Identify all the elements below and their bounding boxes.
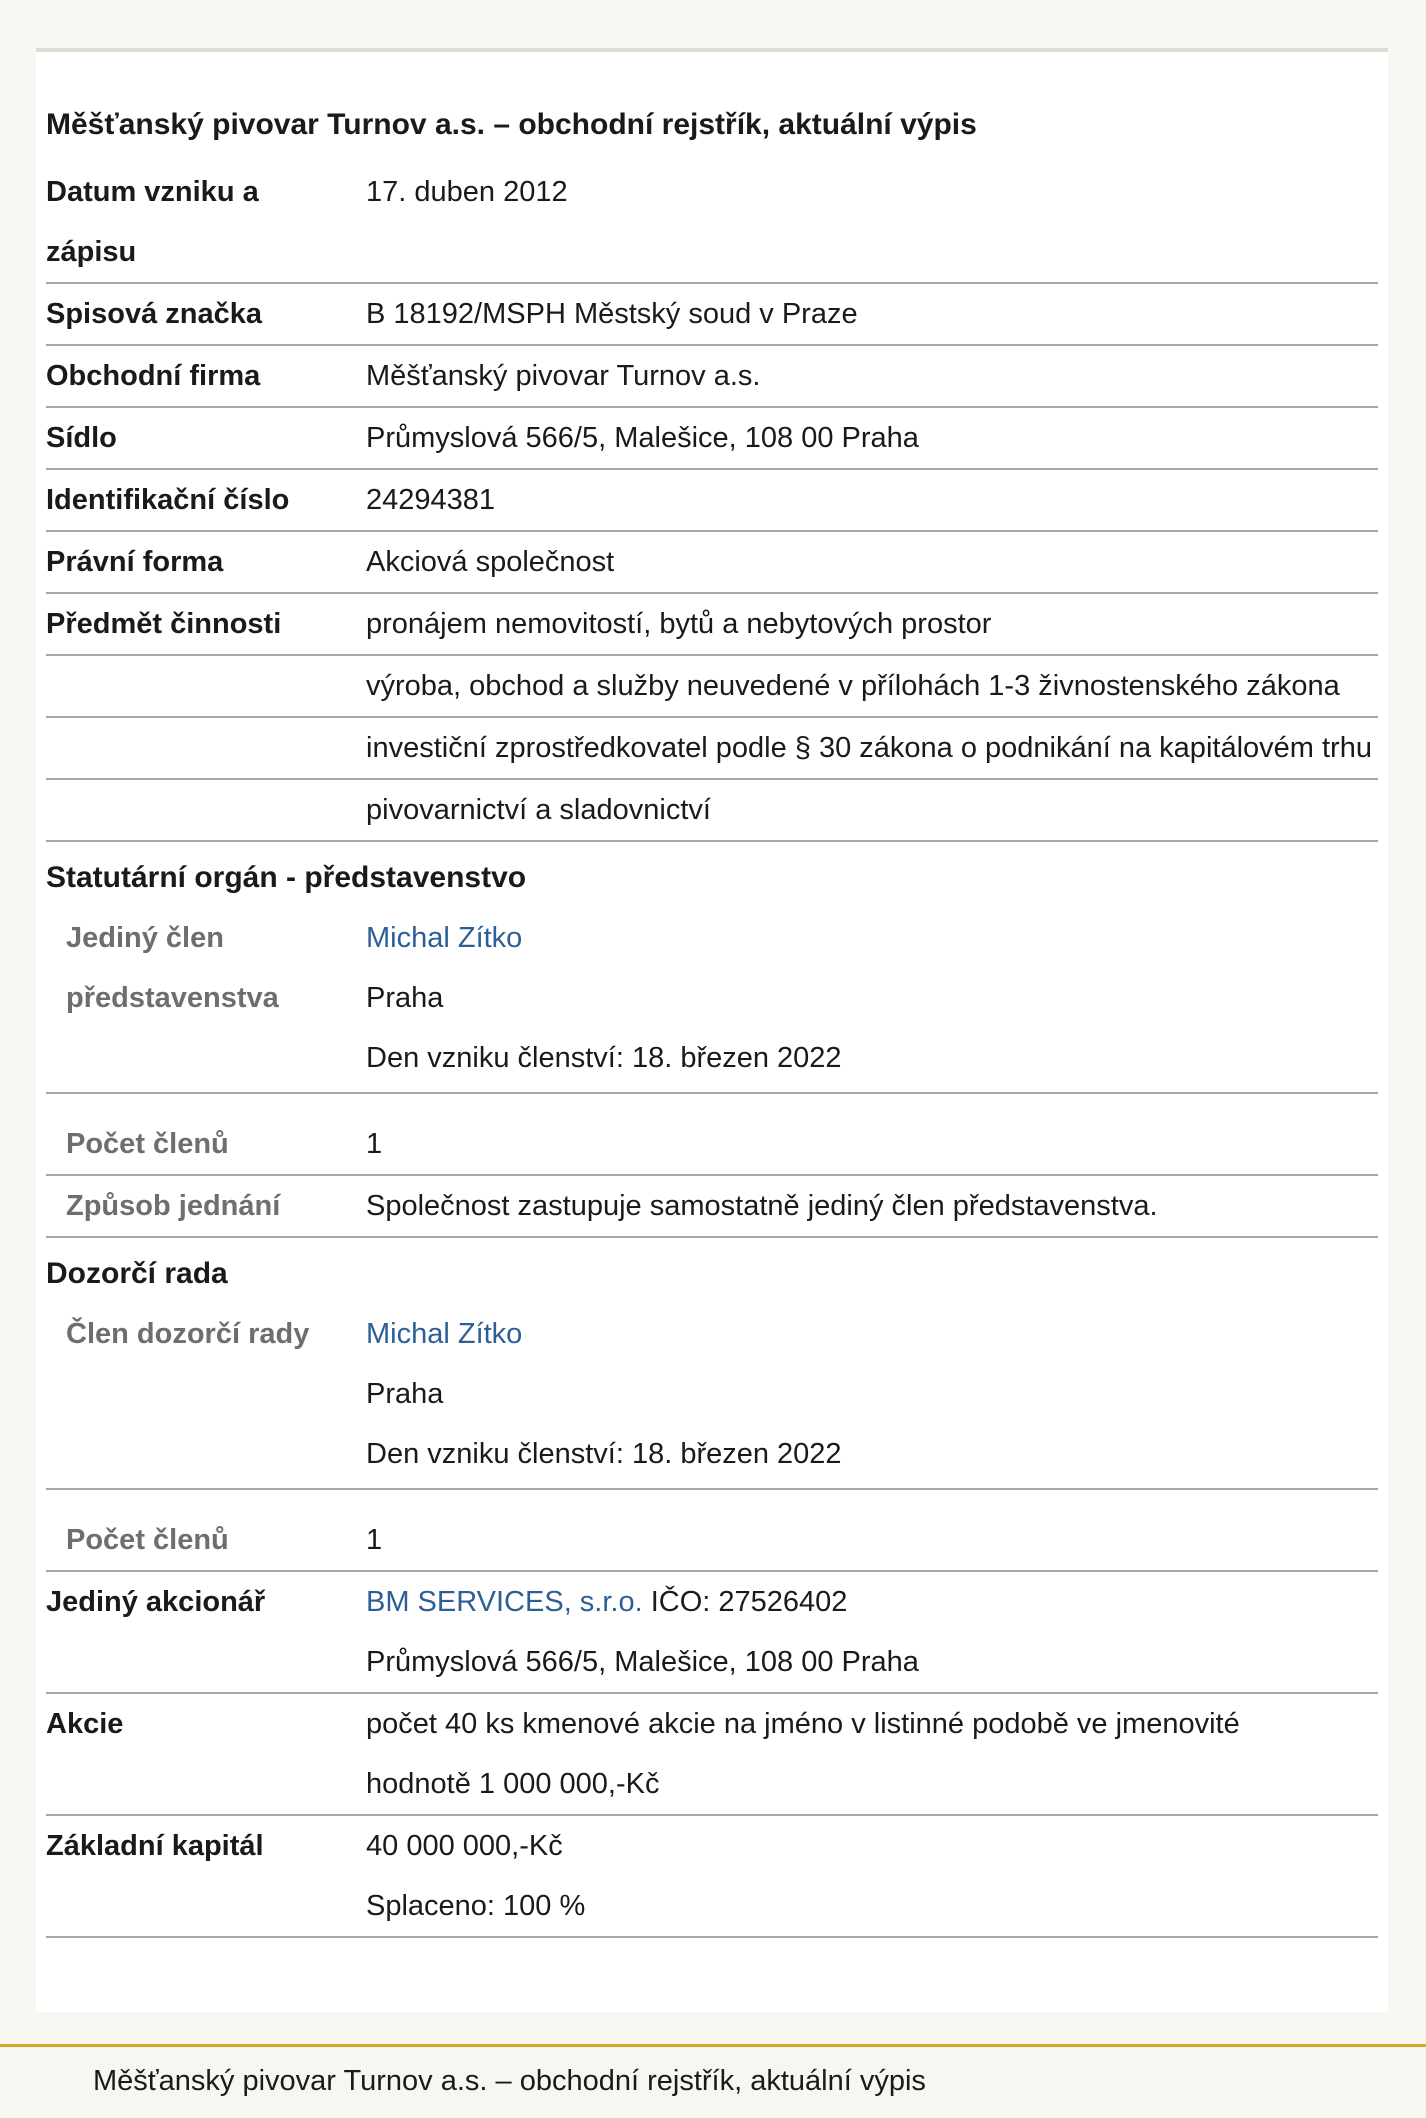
value-predmet-item: pivovarnictví a sladovnictví	[366, 794, 711, 826]
member-since: Den vzniku členství: 18. březen 2022	[366, 1042, 842, 1074]
value-spisova-znacka: B 18192/MSPH Městský soud v Praze	[366, 298, 858, 330]
value-clen-dozorci-rady	[366, 1304, 1378, 1488]
row-predmet-cinnosti-2	[46, 656, 1378, 718]
label-empty	[46, 718, 366, 778]
row-jediny-akcionar	[46, 1572, 1378, 1694]
row-predmet-cinnosti-3	[46, 718, 1378, 780]
row-jediny-clen-predstavenstva	[46, 908, 1378, 1094]
register-extract-card	[36, 48, 1388, 2012]
value-predmet-item: výroba, obchod a služby neuvedené v přílohách 1-3 živnostenského zákona	[366, 670, 1340, 702]
row-zpusob-jednani	[46, 1176, 1378, 1238]
row-spisova-znacka	[46, 284, 1378, 346]
label-empty	[46, 780, 366, 840]
value-pocet-clenu: 1	[366, 1524, 383, 1556]
row-identifikacni-cislo	[46, 470, 1378, 532]
capital-amount: 40 000 000,-Kč	[366, 1830, 563, 1862]
row-pravni-forma	[46, 532, 1378, 594]
value-predmet-item: pronájem nemovitostí, bytů a nebytových prostor	[366, 608, 992, 640]
page-footer	[0, 2044, 1426, 2118]
value-zakladni-kapital	[366, 1816, 1378, 1936]
value-jediny-akcionar	[366, 1572, 1378, 1692]
label-zakladni-kapital: Základní kapitál	[46, 1830, 264, 1862]
row-obchodni-firma	[46, 346, 1378, 408]
label-clen-dozorci-rady: Člen dozorčí rady	[66, 1318, 310, 1350]
document-title: Měšťanský pivovar Turnov a.s. – obchodní rejstřík, aktuální výpis	[46, 108, 977, 141]
label-identifikacni-cislo: Identifikační číslo	[46, 484, 290, 516]
value-pocet-clenu: 1	[366, 1128, 383, 1160]
label-pocet-clenu: Počet členů	[66, 1128, 229, 1160]
label-obchodni-firma: Obchodní firma	[46, 360, 261, 392]
member-name-link[interactable]: Michal Zítko	[366, 922, 523, 954]
value-pravni-forma: Akciová společnost	[366, 546, 615, 578]
value-obchodni-firma: Měšťanský pivovar Turnov a.s.	[366, 360, 761, 392]
card-content	[36, 104, 1388, 1938]
label-sidlo: Sídlo	[46, 422, 117, 454]
row-sidlo	[46, 408, 1378, 470]
row-predmet-cinnosti-4	[46, 780, 1378, 842]
row-datum-vzniku	[46, 162, 1378, 284]
value-jediny-clen	[366, 908, 1378, 1092]
capital-paid: Splaceno: 100 %	[366, 1890, 586, 1922]
shareholder-name-link[interactable]: BM SERVICES, s.r.o.	[366, 1586, 643, 1618]
row-clen-dozorci-rady	[46, 1304, 1378, 1490]
label-datum-vzniku: Datum vzniku a zápisu	[46, 176, 259, 268]
value-identifikacni-cislo: 24294381	[366, 484, 496, 516]
label-spisova-znacka: Spisová značka	[46, 298, 262, 330]
label-zpusob-jednani: Způsob jednání	[66, 1190, 281, 1222]
section-title-statutarni-organ: Statutární orgán - představenstvo	[46, 861, 527, 894]
value-predmet-item: investiční zprostředkovatel podle § 30 zákona o podnikání na kapitálovém trhu	[366, 732, 1372, 764]
value-sidlo: Průmyslová 566/5, Malešice, 108 00 Praha	[366, 422, 919, 454]
member-since: Den vzniku členství: 18. březen 2022	[366, 1438, 842, 1470]
member-city: Praha	[366, 1378, 444, 1410]
value-zpusob-jednani: Společnost zastupuje samostatně jediný člen představenstva.	[366, 1190, 1158, 1222]
shareholder-ico: IČO: 27526402	[650, 1586, 848, 1618]
label-empty	[46, 656, 366, 716]
section-title-dozorci-rada: Dozorčí rada	[46, 1257, 228, 1290]
label-jediny-clen: Jediný člen představenstva	[66, 922, 279, 1014]
member-name-link[interactable]: Michal Zítko	[366, 1318, 523, 1350]
row-akcie	[46, 1694, 1378, 1816]
row-zakladni-kapital	[46, 1816, 1378, 1938]
member-city: Praha	[366, 982, 444, 1014]
label-predmet-cinnosti: Předmět činnosti	[46, 608, 282, 640]
row-pocet-clenu-predstavenstva	[46, 1094, 1378, 1176]
shareholder-address: Průmyslová 566/5, Malešice, 108 00 Praha	[366, 1646, 919, 1678]
label-jediny-akcionar: Jediný akcionář	[46, 1586, 266, 1618]
footer-title: Měšťanský pivovar Turnov a.s. – obchodní rejstřík, aktuální výpis	[93, 2065, 926, 2097]
value-datum-vzniku: 17. duben 2012	[366, 176, 568, 208]
row-pocet-clenu-dozorci-rady	[46, 1490, 1378, 1572]
label-pravni-forma: Právní forma	[46, 546, 224, 578]
value-akcie: počet 40 ks kmenové akcie na jméno v listinné podobě ve jmenovité hodnotě 1 000 000,-Kč	[366, 1708, 1240, 1800]
label-pocet-clenu: Počet členů	[66, 1524, 229, 1556]
label-akcie: Akcie	[46, 1708, 124, 1740]
row-predmet-cinnosti	[46, 594, 1378, 656]
